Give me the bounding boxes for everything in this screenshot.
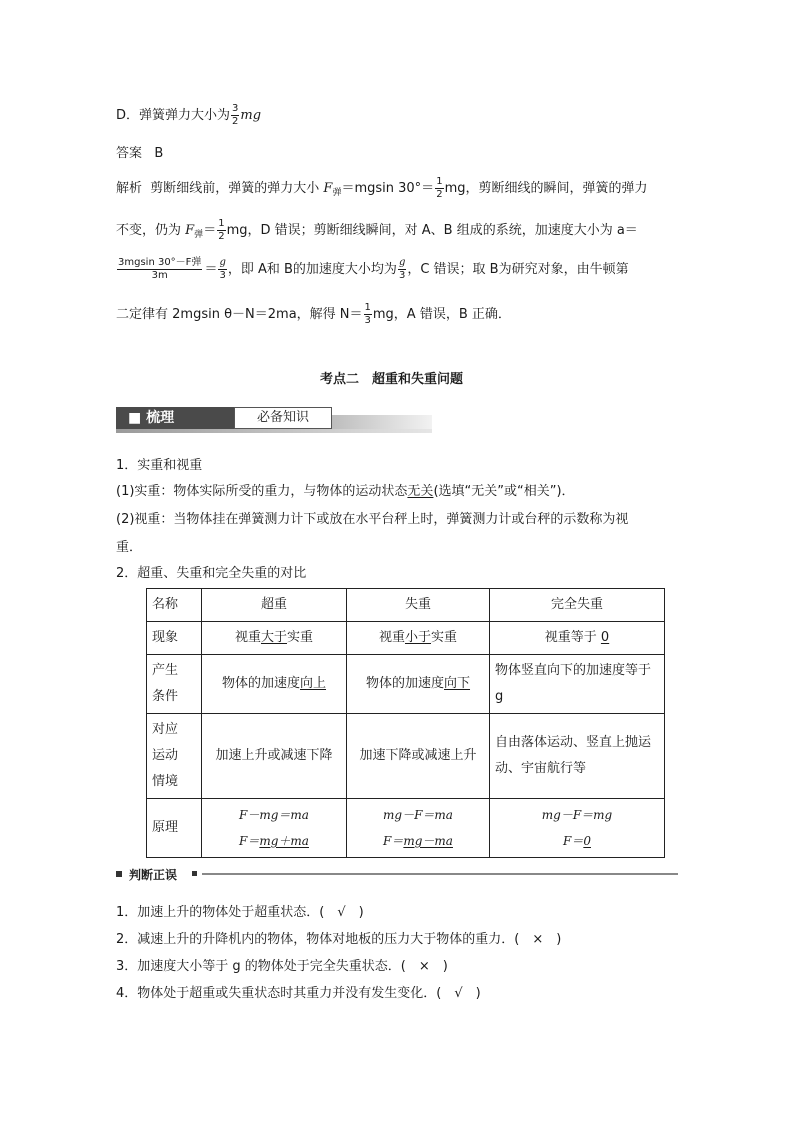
fraction-g3: $\frac{g}{3}$ bbox=[219, 257, 226, 281]
knowledge-para-2-cont: 重． bbox=[116, 540, 143, 555]
banner-tag: ■ 梳理 bbox=[116, 407, 234, 429]
comparison-table bbox=[146, 588, 665, 858]
table-row bbox=[147, 655, 665, 714]
option-d bbox=[116, 104, 261, 127]
knowledge-para-2: (2)视重：当物体挂在弹簧测力计下或放在水平台秤上时，弹簧测力计或台秤的示数称为视 bbox=[116, 512, 629, 527]
knowledge-heading-1: 1．实重和视重 bbox=[116, 458, 203, 473]
table-cell: mg－F＝mg F＝0 bbox=[490, 799, 665, 858]
row-label: 对应 运动 情境 bbox=[147, 714, 202, 799]
judge-heading bbox=[116, 866, 678, 882]
square-bullet-icon bbox=[116, 871, 122, 877]
table-cell: 加速上升或减速下降 bbox=[202, 714, 347, 799]
option-d-text: D．弹簧弹力大小为 bbox=[116, 108, 231, 123]
row-label: 产生 条件 bbox=[147, 655, 202, 714]
table-row bbox=[147, 622, 665, 655]
table-row bbox=[147, 799, 665, 858]
table-cell: F－mg＝ma F＝mg＋ma bbox=[202, 799, 347, 858]
table-cell: 物体的加速度向上 bbox=[202, 655, 347, 714]
table-row bbox=[147, 589, 665, 622]
analysis-line-2: 不变，仍为 $F_弹=$ $\frac{1}{2}$ mg，D 错误；剪断细线瞬间，对 A、B 组成的系统，加速度大小为 a＝ bbox=[116, 218, 638, 242]
table-header-cell: 名称 bbox=[147, 589, 202, 622]
row-label: 现象 bbox=[147, 622, 202, 655]
knowledge-heading-2: 2．超重、失重和完全失重的对比 bbox=[116, 566, 307, 581]
table-cell: 视重等于 0 bbox=[490, 622, 665, 655]
table-row bbox=[147, 714, 665, 799]
section-title: 考点二 超重和失重问题 bbox=[320, 372, 464, 387]
table-header-cell: 完全失重 bbox=[490, 589, 665, 622]
banner-subtitle: 必备知识 bbox=[234, 407, 332, 429]
option-d-fraction: $\frac{3}{2}$ bbox=[232, 103, 239, 127]
answer-value: B bbox=[154, 146, 164, 161]
analysis-line-1: 解析 剪断细线前，弹簧的弹力大小 $F_弹=mgsin$ 30°＝ $\frac{1}{2}$ mg，剪断细线的瞬间，弹簧的弹力 bbox=[116, 176, 648, 200]
knowledge-para-1: (1)实重：物体实际所受的重力，与物体的运动状态无关(选填“无关”或“相关”)． bbox=[116, 484, 575, 499]
fraction-third: $\frac{1}{3}$ bbox=[364, 302, 371, 326]
blank-answer: 无关 bbox=[407, 484, 434, 499]
table-cell: mg－F＝ma F＝mg－ma bbox=[347, 799, 490, 858]
table-cell: 物体的加速度向下 bbox=[347, 655, 490, 714]
table-header-cell: 超重 bbox=[202, 589, 347, 622]
table-cell: 加速下降或减速上升 bbox=[347, 714, 490, 799]
table-cell: 视重大于实重 bbox=[202, 622, 347, 655]
table-cell: 自由落体运动、竖直上抛运动、宇宙航行等 bbox=[490, 714, 665, 799]
judge-item-3: 3．加速度大小等于 g 的物体处于完全失重状态．( × ) bbox=[116, 959, 448, 974]
analysis-line-3: $\frac{\text{3mgsin 30°－F弹}}{3m}$ ＝ $\frac{g}{3}$ ，即 A和 B的加速度大小均为 $\frac{g}{3}$ ，C 错误；取 B为研究对象，由牛顿第 bbox=[118, 257, 629, 281]
option-d-unit: mg bbox=[240, 108, 262, 123]
analysis-line-4: 二定律有 2mgsin θ－N＝2ma，解得 N＝ $\frac{1}{3}$ mg，A 错误，B 正确． bbox=[116, 302, 511, 326]
judge-item-2: 2．减速上升的升降机内的物体，物体对地板的压力大于物体的重力．( × ) bbox=[116, 932, 562, 947]
judge-item-4: 4．物体处于超重或失重状态时其重力并没有发生变化．( √ ) bbox=[116, 986, 481, 1001]
table-header-cell: 失重 bbox=[347, 589, 490, 622]
fraction-g3-2: $\frac{g}{3}$ bbox=[398, 257, 406, 281]
row-label: 原理 bbox=[147, 799, 202, 858]
answer-line bbox=[116, 142, 163, 161]
knowledge-banner bbox=[116, 407, 432, 433]
fraction-acceleration: $\frac{\text{3mgsin 30°－F弹}}{3m}$ bbox=[118, 257, 202, 281]
judge-title: 判断正误 bbox=[129, 868, 178, 882]
dot-icon bbox=[192, 871, 197, 876]
banner-rule bbox=[116, 429, 432, 433]
fraction-half: $\frac{1}{2}$ bbox=[436, 176, 443, 200]
fraction-half-2: $\frac{1}{2}$ bbox=[218, 218, 225, 242]
analysis-label: 解析 bbox=[116, 181, 143, 196]
judge-item-1: 1．加速上升的物体处于超重状态．( √ ) bbox=[116, 905, 364, 920]
table-cell: 视重小于实重 bbox=[347, 622, 490, 655]
answer-label: 答案 bbox=[116, 146, 143, 161]
table-cell: 物体竖直向下的加速度等于 g bbox=[490, 655, 665, 714]
judge-rule bbox=[202, 873, 678, 875]
banner-fade bbox=[332, 415, 432, 429]
